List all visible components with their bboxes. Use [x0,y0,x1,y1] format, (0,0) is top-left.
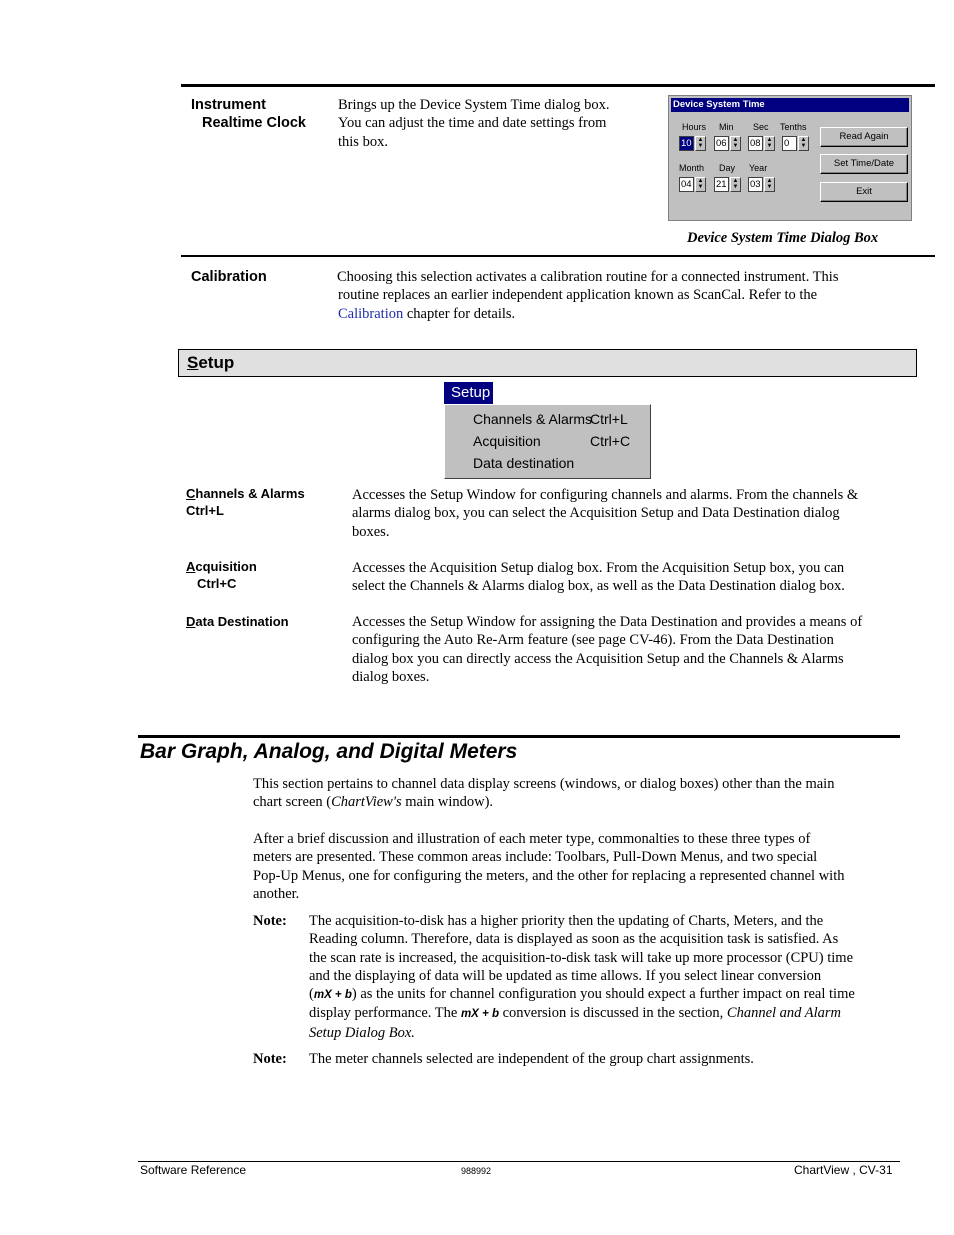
note1-line: Reading column. Therefore, data is displayed as soon as the acquisition task is satisfied. As [309,931,839,948]
l6-em: Channel and Alarm [726,1005,842,1022]
read-again-button[interactable]: Read Again [820,127,908,147]
note1-body [309,912,909,1042]
desc-line: Accesses the Setup Window for assigning the Data Destination and provides a means of [352,614,863,630]
device-system-time-dialog [668,95,912,221]
channels-alarms-first: C [186,486,196,501]
note1-line5 [309,985,909,1004]
hours-field[interactable]: 10 [679,136,694,151]
calibration-desc [337,268,917,323]
calibration-desc-line: Choosing this selection activates a calibration routine for a connected instrument. This [337,269,839,285]
section-divider [181,255,935,257]
note2-label: Note: [253,1051,287,1067]
calibration-desc-rest: chapter for details. [403,305,516,322]
sec-field[interactable]: 08 [748,136,763,151]
l7-em: Setup Dialog Box. [309,1024,415,1041]
l6-pre: display performance. The [309,1005,461,1022]
desc-line: Accesses the Acquisition Setup dialog box. From the Acquisition Setup box, you can [352,560,845,576]
note1-line6 [309,1004,909,1023]
footer-right: ChartView , CV-31 [794,1163,893,1177]
menu-shortcut-acquisition: Ctrl+C [590,433,631,449]
acquisition-desc [352,559,922,596]
exit-button[interactable]: Exit [820,182,908,202]
setup-section-header [178,349,917,377]
desc-line: dialog box you can directly access the Acquisition Setup and the Channels & Alarms [352,650,844,667]
calibration-link[interactable]: Calibration [338,305,404,322]
instrument-desc [338,96,658,151]
p2-line: Pop-Up Menus, one for configuring the meters, and the other for replacing a represented channel with [253,867,845,884]
footer-center: 988992 [461,1166,492,1176]
acquisition-shortcut: Ctrl+C [197,576,237,591]
channels-alarms-rest: hannels & Alarms [195,486,305,501]
meters-intro [253,775,913,812]
day-spinner[interactable]: ▲ ▼ [730,177,741,192]
p2-line: another. [253,885,300,902]
channels-alarms-term [186,485,305,519]
p2-line: meters are presented. These common areas include: Toolbars, Pull-Down Menus, and two special [253,849,818,866]
instrument-term-line1: Instrument [191,97,266,113]
instrument-desc-line: Brings up the Device System Time dialog box. [338,97,610,113]
tenths-spinner[interactable]: ▲ ▼ [798,136,809,151]
desc-line: dialog boxes. [352,668,430,685]
setup-menu-panel [444,404,651,479]
acquisition-rest: cquisition [195,559,257,574]
set-time-date-button[interactable]: Set Time/Date [820,154,908,174]
channels-alarms-term-line1 [186,485,305,502]
hours-label: Hours [682,122,707,132]
desc-line: configuring the Auto Re-Arm feature (see page CV-46). From the Data Destination [352,632,834,649]
dialog-title-bar: Device System Time [671,98,909,112]
sec-label: Sec [753,122,769,132]
note2-body: The meter channels selected are independent of the group chart assignments. [309,1051,754,1067]
menu-shortcut-channels-alarms: Ctrl+L [590,411,628,427]
l5-post: ) as the units for channel configuration you should expect a further impact on real time [351,986,855,1003]
year-field[interactable]: 03 [748,177,763,192]
l6-mid: conversion is discussed in the section, [498,1005,727,1022]
note1-line: and the displaying of data will be updated as time allows. If you select linear conversion [309,967,822,984]
meters-heading-rule [138,735,900,738]
formula: mX + b [313,989,352,1002]
setup-heading-rest: etup [198,353,235,372]
tenths-field[interactable]: 0 [782,136,797,151]
min-label: Min [719,122,734,132]
calibration-desc-line3 [337,305,917,323]
note1-line: the scan rate is increased, the acquisition-to-disk task will take up more processor (CPU) time [309,949,854,966]
setup-heading [187,353,234,373]
sec-spinner[interactable]: ▲ ▼ [764,136,775,151]
instrument-desc-line: this box. [338,133,388,150]
meters-p1-line2 [253,793,913,811]
day-label: Day [719,163,736,173]
channels-alarms-desc [352,486,922,541]
tenths-label: Tenths [780,122,807,132]
day-field[interactable]: 21 [714,177,729,192]
meters-p2 [253,830,913,903]
meters-heading: Bar Graph, Analog, and Digital Meters [140,740,518,763]
instrument-term-line2: Realtime Clock [202,115,306,131]
menu-item-channels-alarms[interactable]: Channels & Alarms [473,411,593,427]
desc-line: Accesses the Setup Window for configuring channels and alarms. From the channels & [352,487,859,503]
top-rule [181,84,935,87]
data-destination-term [186,613,289,630]
p2-line: After a brief discussion and illustration of each meter type, commonalties to these three types of [253,831,811,847]
desc-line: alarms dialog box, you can select the Acquisition Setup and Data Destination dialog [352,505,840,522]
desc-line: boxes. [352,523,390,540]
note1-line: The acquisition-to-disk has a higher priority then the updating of Charts, Meters, and the [309,913,824,929]
hours-spinner[interactable]: ▲ ▼ [695,136,706,151]
data-destination-first: D [186,614,196,629]
acquisition-term [186,558,257,592]
p1-pre: chart screen ( [253,794,332,811]
acquisition-first: A [186,559,196,574]
year-spinner[interactable]: ▲ ▼ [764,177,775,192]
menu-item-acquisition[interactable]: Acquisition [473,433,541,449]
footer-rule [138,1161,900,1162]
note1-label: Note: [253,913,287,929]
desc-line: select the Channels & Alarms dialog box, as well as the Data Destination dialog box. [352,578,845,595]
calibration-term: Calibration [191,269,267,285]
month-field[interactable]: 04 [679,177,694,192]
month-spinner[interactable]: ▲ ▼ [695,177,706,192]
p1-post: main window). [401,794,494,811]
data-destination-rest: ata Destination [195,614,289,629]
year-label: Year [749,163,768,173]
meters-p1-line1: This section pertains to channel data display screens (windows, or dialog boxes) other than the main [253,776,835,792]
data-destination-desc [352,613,922,686]
menu-item-data-destination[interactable]: Data destination [473,455,575,471]
l5-pre: ( [309,986,314,1003]
data-destination-term-line1 [186,613,289,630]
channels-alarms-shortcut: Ctrl+L [186,503,224,518]
month-label: Month [679,163,705,173]
setup-heading-first: S [187,353,199,372]
instrument-desc-line: You can adjust the time and date settings from [338,115,607,132]
setup-menu-title[interactable]: Setup [444,382,493,404]
p1-em: ChartView's [331,794,402,811]
min-spinner[interactable]: ▲ ▼ [730,136,741,151]
dialog-caption: Device System Time Dialog Box [687,230,879,246]
calibration-desc-line: routine replaces an earlier independent application known as ScanCal. Refer to the [338,287,818,304]
min-field[interactable]: 06 [714,136,729,151]
footer-left: Software Reference [140,1163,247,1177]
acquisition-term-line1 [186,558,257,575]
formula-2: mX + b [460,1008,499,1021]
note1-line7 [309,1024,909,1042]
